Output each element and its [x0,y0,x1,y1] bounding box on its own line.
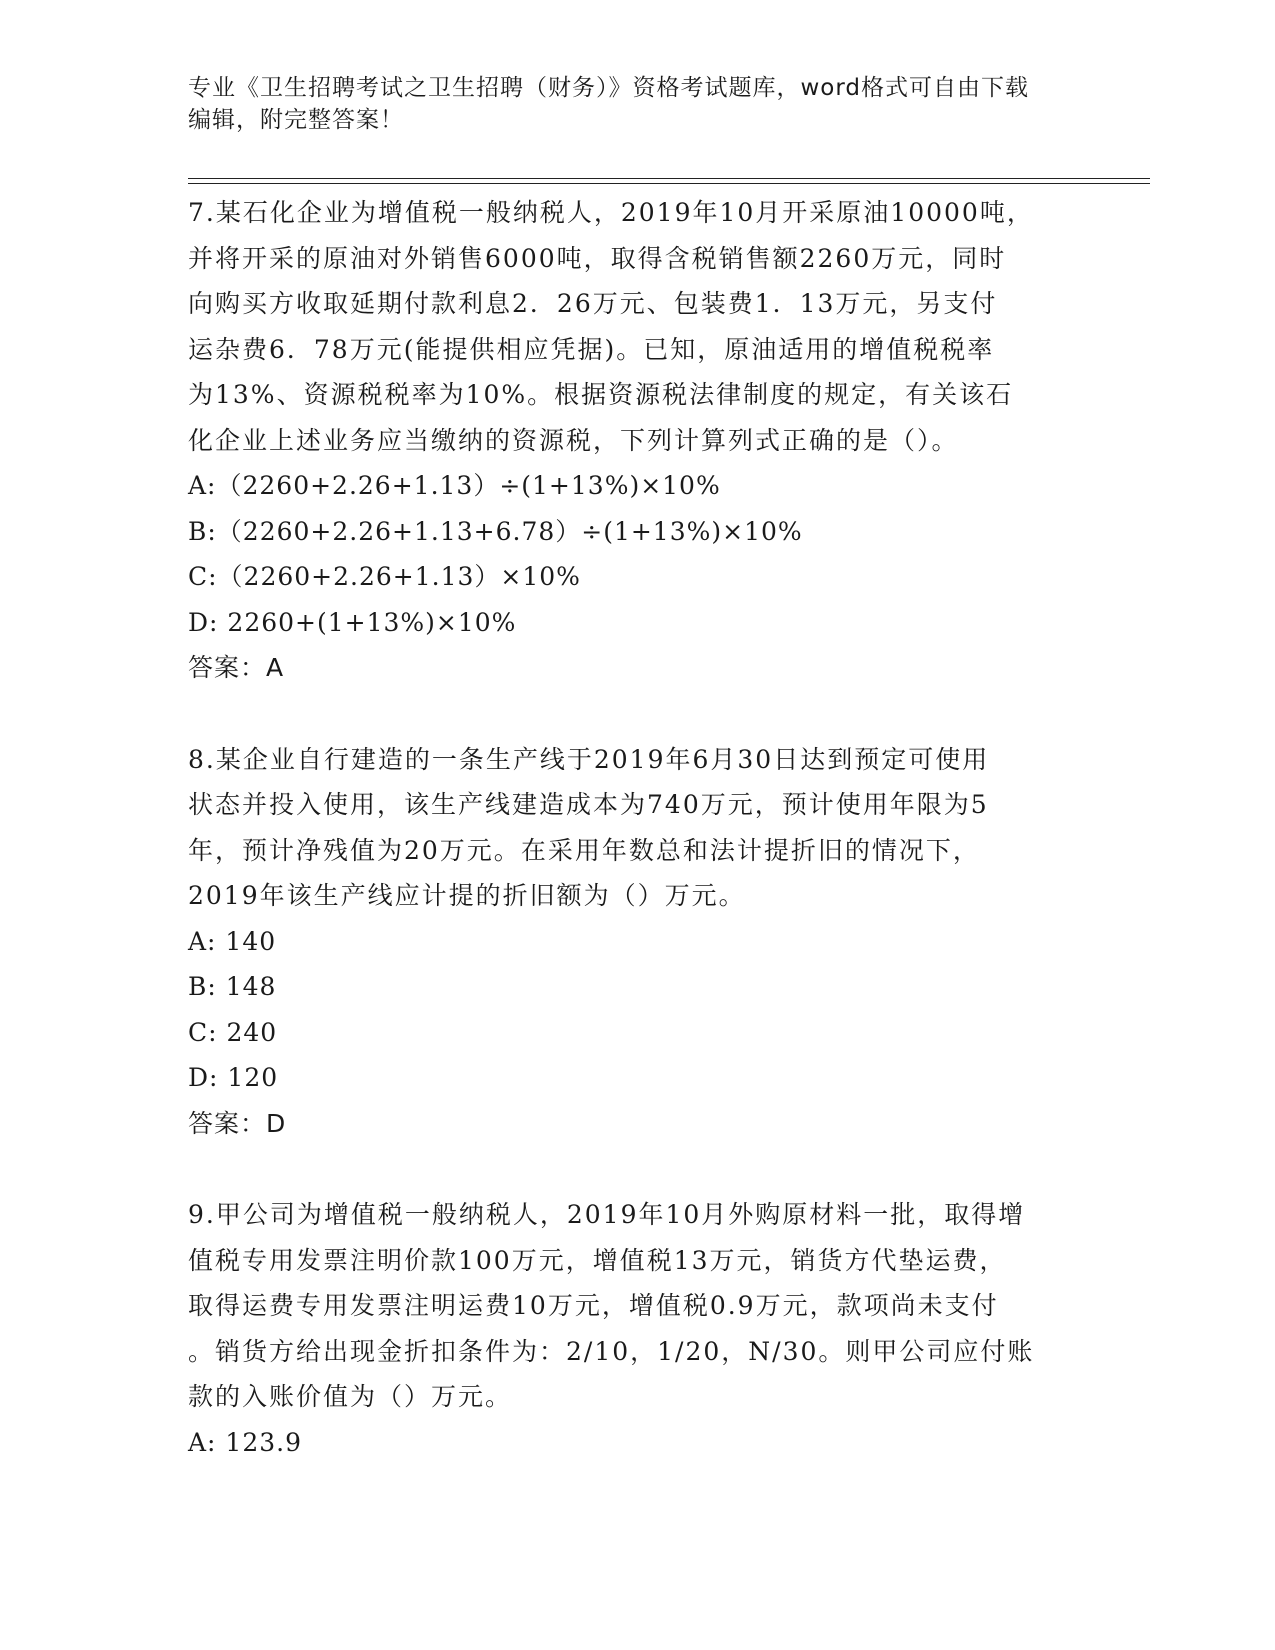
answer-line: 答案：D [188,1108,287,1138]
question-9 [188,1192,1088,1465]
page-header [188,72,1088,136]
question-spacer [188,691,1088,737]
question-stem-line: 9.甲公司为增值税一般纳税人，2019年10月外购原材料一批，取得增 [188,1200,1026,1229]
question-stem-line: 款的入账价值为（）万元。 [188,1382,513,1411]
question-stem-line: 运杂费6．78万元(能提供相应凭据)。已知，原油适用的增值税税率 [188,334,995,364]
option-b: B: 148 [188,972,277,1001]
question-stem-line: 并将开采的原油对外销售6000吨，取得含税销售额2260万元，同时 [188,243,1007,273]
question-stem-line: 年，预计净残值为20万元。在采用年数总和法计提折旧的情况下， [188,835,980,865]
option-c: C: 240 [188,1017,278,1047]
option-a: A: 140 [188,926,277,956]
option-b: B:（2260+2.26+1.13+6.78）÷(1+13%)×10% [188,516,803,546]
question-stem-line: 值税专用发票注明价款100万元，增值税13万元，销货方代垫运费， [188,1245,1007,1275]
question-stem-line: 2019年该生产线应计提的折旧额为（）万元。 [188,881,746,910]
question-stem-line: 取得运费专用发票注明运费10万元，增值税0.9万元，款项尚未支付 [188,1291,999,1320]
question-7 [188,190,1088,691]
header-line-2: 编辑，附完整答案！ [188,107,404,133]
question-stem-line: 化企业上述业务应当缴纳的资源税，下列计算列式正确的是（）。 [188,425,959,455]
question-list [188,190,1088,1465]
option-a: A:（2260+2.26+1.13）÷(1+13%)×10% [188,471,721,500]
question-stem-line: 向购买方收取延期付款利息2．26万元、包装费1．13万元，另支付 [188,289,998,318]
option-c: C:（2260+2.26+1.13）×10% [188,562,581,591]
question-stem-line: 8.某企业自行建造的一条生产线于2019年6月30日达到预定可使用 [188,744,990,774]
question-stem-line: 7.某石化企业为增值税一般纳税人，2019年10月开采原油10000吨， [188,198,1034,227]
option-d: D: 120 [188,1063,279,1092]
question-stem-line: 状态并投入使用，该生产线建造成本为740万元，预计使用年限为5 [188,790,989,819]
option-d: D: 2260+(1+13%)×10% [188,607,517,637]
header-divider-top [188,178,1150,179]
question-8 [188,737,1088,1147]
header-divider-bottom [188,183,1150,184]
question-stem-line: 为13%、资源税税率为10%。根据资源税法律制度的规定，有关该石 [188,380,1014,409]
question-stem-line: 。销货方给出现金折扣条件为：2/10，1/20，N/30。则甲公司应付账 [188,1336,1035,1366]
option-a: A: 123.9 [188,1427,302,1457]
question-spacer [188,1146,1088,1192]
header-line-1: 专业《卫生招聘考试之卫生招聘（财务）》资格考试题库，word格式可自由下载 [188,75,1030,101]
answer-line: 答案：A [188,653,285,682]
